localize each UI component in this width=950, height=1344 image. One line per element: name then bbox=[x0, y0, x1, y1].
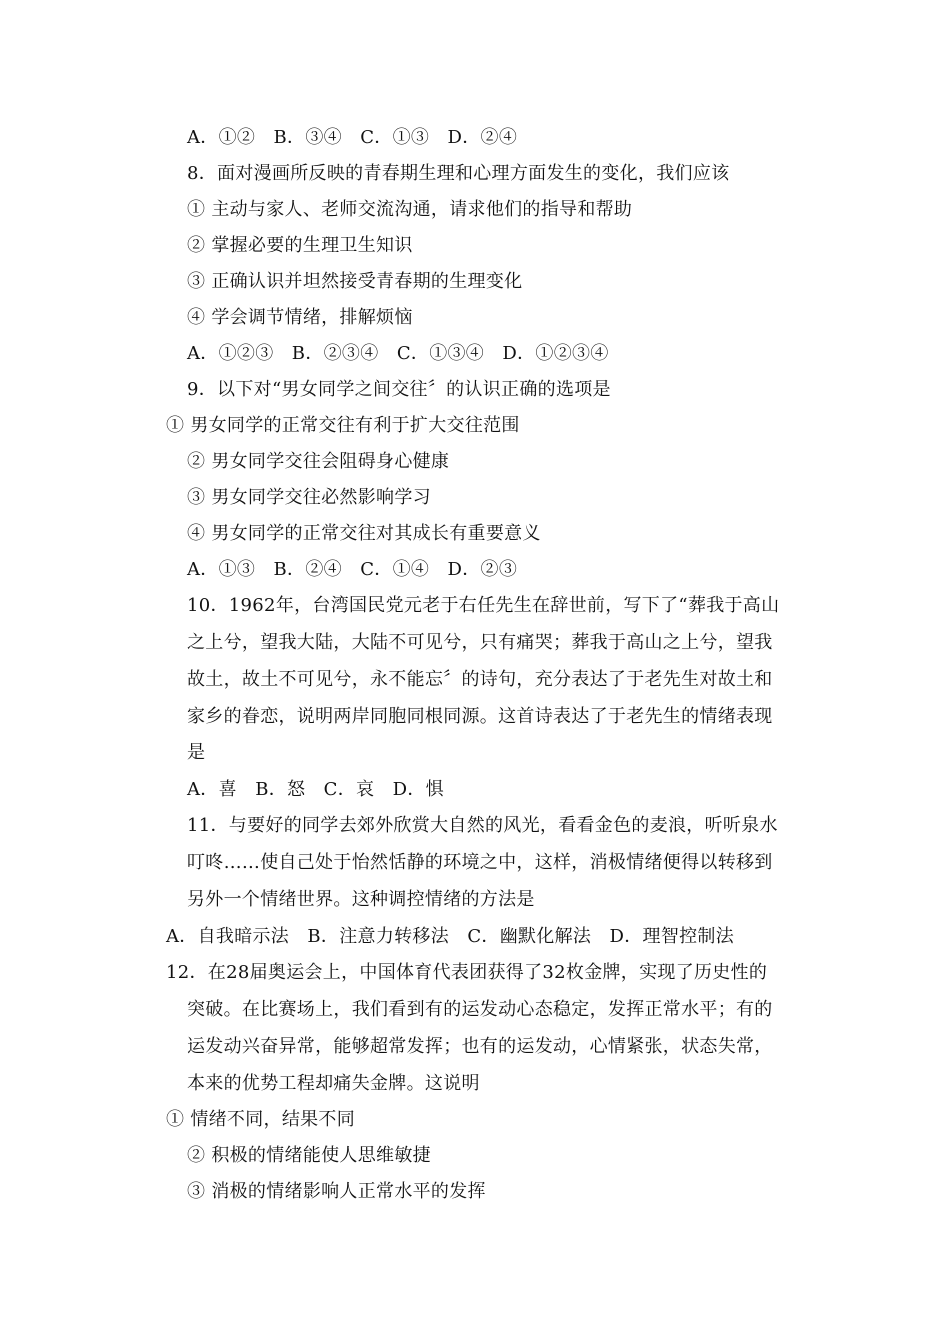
q9-option-3: ③ 男女同学交往必然影响学习 bbox=[187, 487, 431, 508]
q10-stem-line: 是 bbox=[187, 742, 206, 763]
q12-stem-line: 本来的优势工程却痛失金牌。这说明 bbox=[187, 1073, 480, 1094]
q8-option-2: ② 掌握必要的生理卫生知识 bbox=[187, 235, 413, 256]
q7-answer-choices: A．①② B．③④ C．①③ D．②④ bbox=[187, 127, 518, 148]
q10-answer-choices: A．喜 B．怒 C．哀 D．惧 bbox=[187, 779, 444, 800]
q9-stem: 9．以下对“男女同学之间交往〞的认识正确的选项是 bbox=[187, 379, 611, 400]
q9-option-2: ② 男女同学交往会阻碍身心健康 bbox=[187, 451, 450, 472]
q12-option-2: ② 积极的情绪能使人思维敏捷 bbox=[187, 1145, 431, 1166]
q9-option-1: ① 男女同学的正常交往有利于扩大交往范围 bbox=[166, 415, 520, 436]
q11-stem-line: 另外一个情绪世界。这种调控情绪的方法是 bbox=[187, 889, 535, 910]
q8-answer-choices: A．①②③ B．②③④ C．①③④ D．①②③④ bbox=[187, 343, 609, 364]
q12-stem-line: 突破。在比赛场上，我们看到有的运发动心态稳定，发挥正常水平；有的 bbox=[187, 999, 773, 1020]
q10-stem-line: 家乡的眷恋，说明两岸同胞同根同源。这首诗表达了于老先生的情绪表现 bbox=[187, 706, 773, 727]
q10-stem-line: 之上兮，望我大陆，大陆不可见兮，只有痛哭；葬我于高山之上兮，望我 bbox=[187, 632, 773, 653]
q10-stem-line: 故土，故土不可见兮，永不能忘〞的诗句，充分表达了于老先生对故土和 bbox=[187, 669, 773, 690]
q8-option-3: ③ 正确认识并坦然接受青春期的生理变化 bbox=[187, 271, 523, 292]
q11-stem-line: 11．与要好的同学去郊外欣赏大自然的风光，看看金色的麦浪，听听泉水 bbox=[187, 815, 778, 836]
q8-option-1: ① 主动与家人、老师交流沟通，请求他们的指导和帮助 bbox=[187, 199, 633, 220]
q9-option-4: ④ 男女同学的正常交往对其成长有重要意义 bbox=[187, 523, 541, 544]
q12-option-3: ③ 消极的情绪影响人正常水平的发挥 bbox=[187, 1181, 486, 1202]
q8-option-4: ④ 学会调节情绪，排解烦恼 bbox=[187, 307, 413, 328]
q12-stem-line: 运发动兴奋异常，能够超常发挥；也有的运发动，心情紧张，状态失常， bbox=[187, 1036, 773, 1057]
q10-stem-line: 10．1962年，台湾国民党元老于右任先生在辞世前，写下了“葬我于高山 bbox=[187, 595, 780, 616]
q8-stem: 8．面对漫画所反映的青春期生理和心理方面发生的变化，我们应该 bbox=[187, 163, 730, 184]
q11-answer-choices: A．自我暗示法 B．注意力转移法 C．幽默化解法 D．理智控制法 bbox=[166, 926, 735, 947]
q11-stem-line: 叮咚……使自己处于怡然恬静的环境之中，这样，消极情绪便得以转移到 bbox=[187, 852, 773, 873]
q9-answer-choices: A．①③ B．②④ C．①④ D．②③ bbox=[187, 559, 518, 580]
q12-option-1: ① 情绪不同，结果不同 bbox=[166, 1109, 356, 1130]
q12-stem-line: 12．在28届奥运会上，中国体育代表团获得了32枚金牌，实现了历史性的 bbox=[166, 962, 768, 983]
